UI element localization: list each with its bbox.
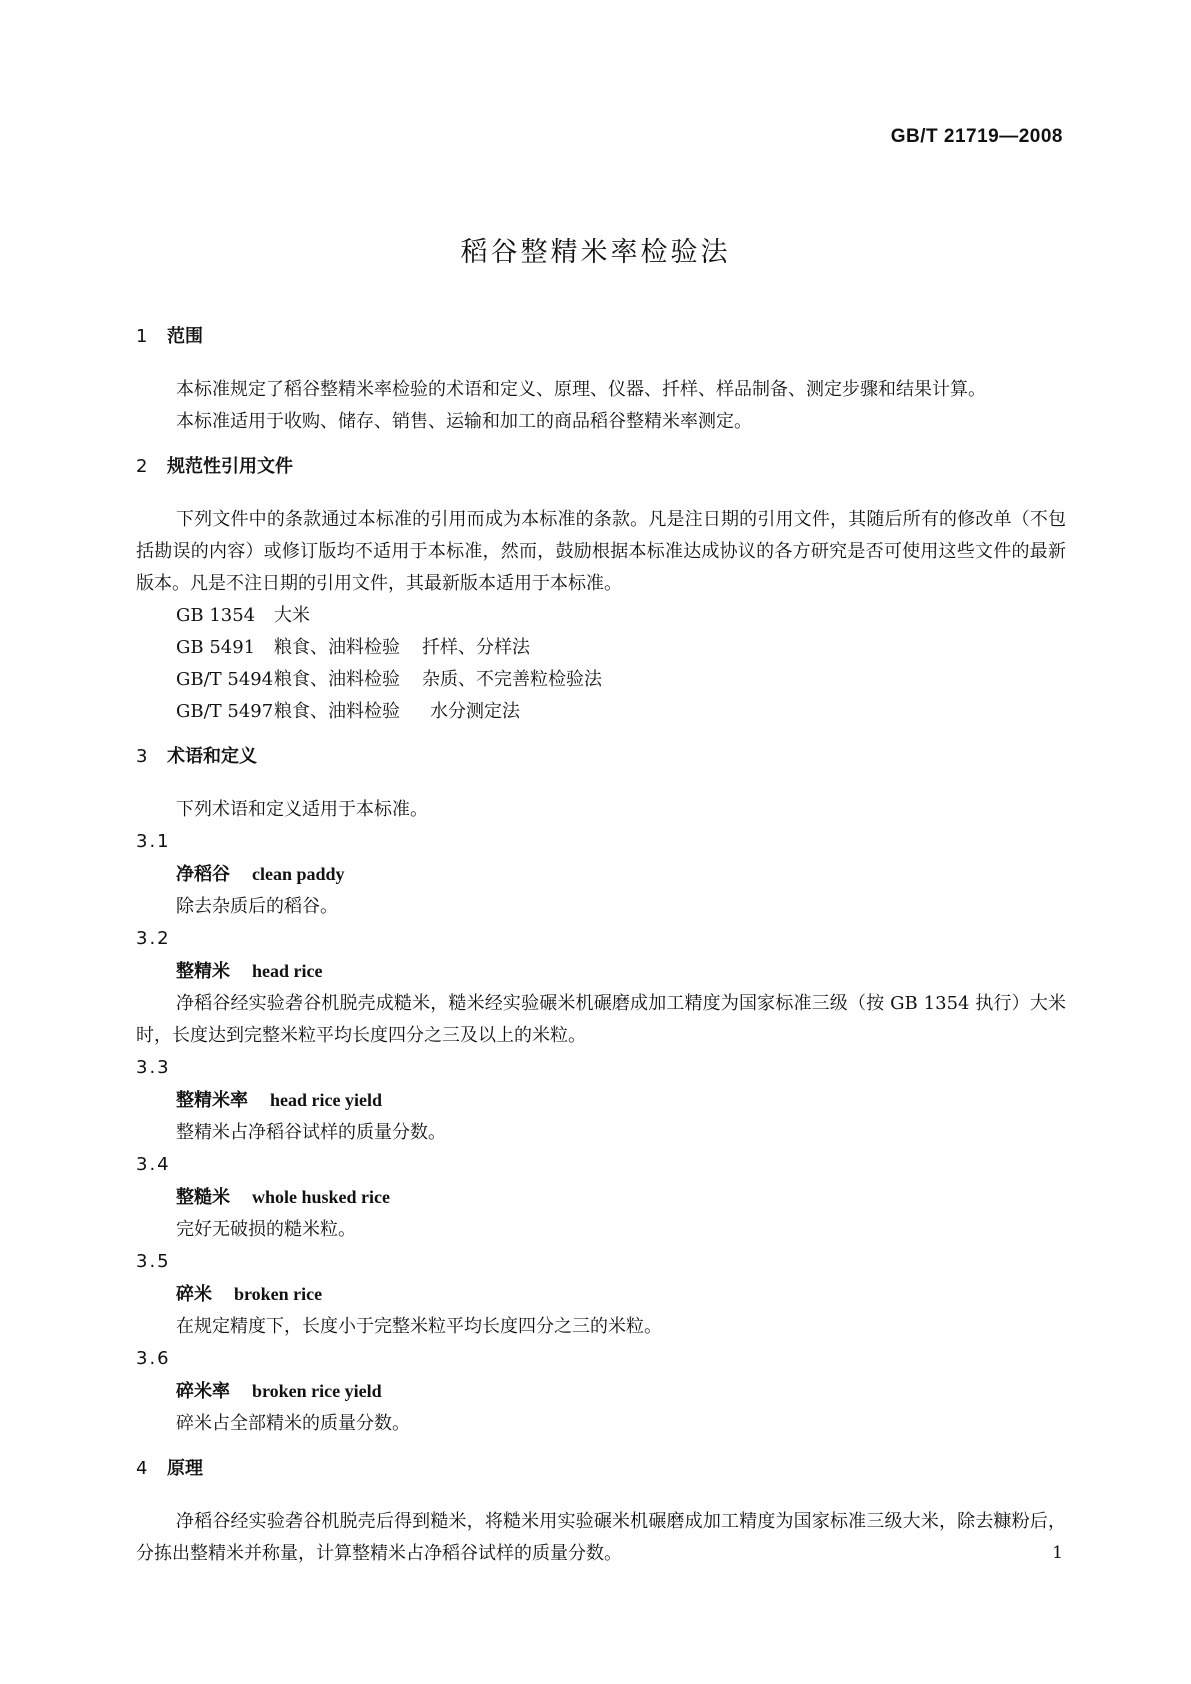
clause-number: 3.5 bbox=[136, 1251, 171, 1272]
term-english: whole husked rice bbox=[252, 1187, 391, 1207]
term-definition: 整精米占净稻谷试样的质量分数。 bbox=[176, 1122, 446, 1143]
standard-code: GB/T 21719—2008 bbox=[890, 126, 1063, 147]
term-definition: 碎米占全部精米的质量分数。 bbox=[176, 1413, 410, 1434]
reference-item bbox=[136, 632, 1066, 664]
page-number: 1 bbox=[1052, 1543, 1063, 1563]
reference-item bbox=[136, 696, 1066, 728]
scope-paragraph-1: 本标准规定了稻谷整精米率检验的术语和定义、原理、仪器、扦样、样品制备、测定步骤和结果计算。 bbox=[176, 379, 986, 400]
clause-number: 3.6 bbox=[136, 1348, 171, 1369]
section-title: 范围 bbox=[167, 326, 203, 347]
reference-code: GB 1354 bbox=[176, 605, 256, 626]
term-chinese: 碎米 bbox=[176, 1284, 212, 1305]
clause-number: 3.3 bbox=[136, 1057, 171, 1078]
term-english: head rice yield bbox=[270, 1090, 382, 1110]
section-title: 原理 bbox=[167, 1458, 203, 1479]
reference-title: 粮食、油料检验 bbox=[274, 669, 400, 690]
scope-paragraph-2: 本标准适用于收购、储存、销售、运输和加工的商品稻谷整精米率测定。 bbox=[176, 411, 752, 432]
reference-item bbox=[136, 664, 1066, 696]
term-english: clean paddy bbox=[252, 864, 345, 884]
section-heading-scope bbox=[136, 322, 1066, 352]
term-definition: 除去杂质后的稻谷。 bbox=[176, 896, 338, 917]
term-entry bbox=[136, 858, 1066, 891]
section-heading-principle bbox=[136, 1454, 1066, 1484]
section-number: 4 bbox=[136, 1458, 148, 1479]
term-definition: 净稻谷经实验砻谷机脱壳成糙米，糙米经实验碾米机碾磨成加工精度为国家标准三级（按 GB 1354 执行）大米时，长度达到完整米粒平均长度四分之三及以上的米粒。 bbox=[136, 993, 1066, 1046]
term-english: broken rice yield bbox=[252, 1381, 382, 1401]
reference-title: 粮食、油料检验 bbox=[274, 701, 400, 722]
term-chinese: 整精米率 bbox=[176, 1090, 248, 1111]
section-number: 2 bbox=[136, 456, 148, 477]
term-entry bbox=[136, 1181, 1066, 1214]
reference-code: GB 5491 bbox=[176, 637, 256, 658]
section-title: 规范性引用文件 bbox=[167, 456, 293, 477]
document-title: 稻谷整精米率检验法 bbox=[460, 237, 731, 268]
term-entry bbox=[136, 1084, 1066, 1117]
reference-subtitle: 扦样、分样法 bbox=[422, 637, 530, 658]
section-heading-terms-definitions bbox=[136, 742, 1066, 772]
term-english: broken rice bbox=[234, 1284, 323, 1304]
reference-subtitle: 水分测定法 bbox=[430, 701, 520, 722]
term-entry bbox=[136, 1375, 1066, 1408]
reference-title: 大米 bbox=[274, 605, 310, 626]
section-number: 3 bbox=[136, 746, 148, 767]
references-intro-paragraph: 下列文件中的条款通过本标准的引用而成为本标准的条款。凡是注日期的引用文件，其随后所有的修改单（不包括勘误的内容）或修订版均不适用于本标准，然而，鼓励根据本标准达成协议的各方研究是否可使用这些文件的最新版本。凡是不注日期的引用文件，其最新版本适用于本标准。 bbox=[136, 509, 1066, 594]
reference-code: GB/T 5494 bbox=[176, 669, 274, 690]
term-chinese: 整精米 bbox=[176, 961, 230, 982]
clause-number: 3.4 bbox=[136, 1154, 171, 1175]
term-definition: 在规定精度下，长度小于完整米粒平均长度四分之三的米粒。 bbox=[176, 1316, 662, 1337]
section-title: 术语和定义 bbox=[167, 746, 257, 767]
term-definition: 完好无破损的糙米粒。 bbox=[176, 1219, 356, 1240]
reference-subtitle: 杂质、不完善粒检验法 bbox=[422, 669, 602, 690]
term-chinese: 整糙米 bbox=[176, 1187, 230, 1208]
term-entry bbox=[136, 1278, 1066, 1311]
term-entry bbox=[136, 955, 1066, 988]
terms-intro-paragraph: 下列术语和定义适用于本标准。 bbox=[176, 799, 428, 820]
reference-title: 粮食、油料检验 bbox=[274, 637, 400, 658]
reference-code: GB/T 5497 bbox=[176, 701, 274, 722]
section-heading-normative-references bbox=[136, 452, 1066, 482]
document-body bbox=[136, 322, 1066, 1570]
term-chinese: 净稻谷 bbox=[176, 864, 230, 885]
clause-number: 3.2 bbox=[136, 928, 171, 949]
reference-item bbox=[136, 600, 1066, 632]
section-number: 1 bbox=[136, 326, 148, 347]
term-chinese: 碎米率 bbox=[176, 1381, 230, 1402]
principle-paragraph: 净稻谷经实验砻谷机脱壳后得到糙米，将糙米用实验碾米机碾磨成加工精度为国家标准三级大米，除去糠粉后，分拣出整精米并称量，计算整精米占净稻谷试样的质量分数。 bbox=[136, 1511, 1066, 1564]
clause-number: 3.1 bbox=[136, 831, 171, 852]
term-english: head rice bbox=[252, 961, 323, 981]
